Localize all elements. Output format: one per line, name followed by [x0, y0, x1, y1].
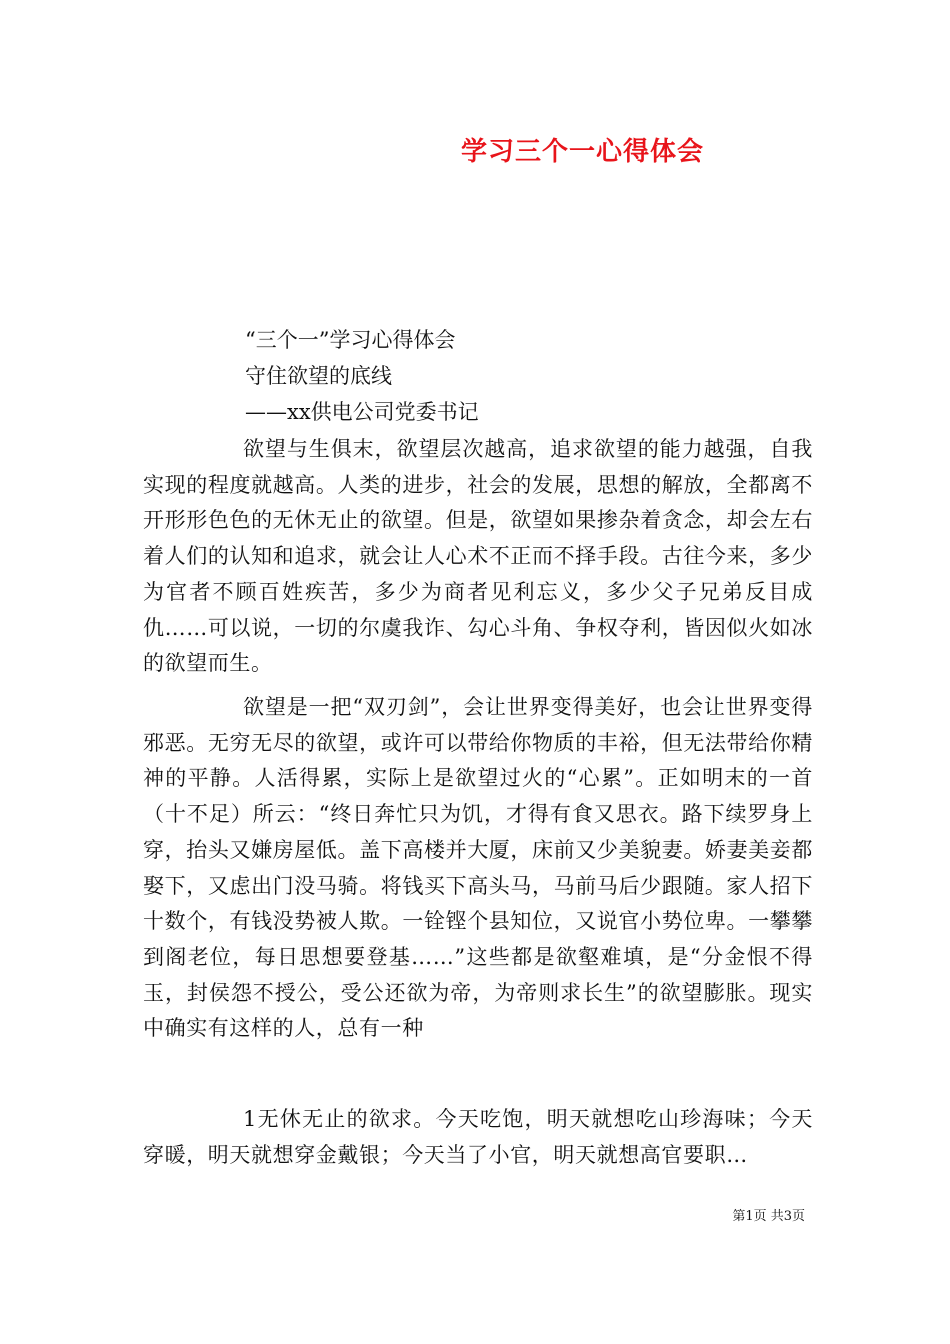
author-line: ——xx供电公司党委书记: [245, 400, 479, 424]
subtitle-line: “三个一”学习心得体会: [245, 328, 456, 352]
subtitle-line: 守住欲望的底线: [245, 364, 392, 388]
body-paragraph: 欲望与生俱末，欲望层次越高，追求欲望的能力越强，自我实现的程度就越高。人类的进步，社会的发展，思想的解放，全都离不开形形色色的无休无止的欲望。但是，欲望如果掺杂着贪念，却会左右着人们的认知和追求，就会让人心术不正而不择手段。古往今来，多少为官者不顾百姓疾苦，多少为商者见利忘义，多少父子兄弟反目成仇……可以说，一切的尔虞我诈、勾心斗角、争权夺利，皆因似火如冰的欲望而生。: [143, 437, 813, 676]
body-paragraph: 1无休无止的欲求。今天吃饱，明天就想吃山珍海味；今天穿暖，明天就想穿金戴银；今天当了小官，明天就想高官要职…: [143, 1107, 813, 1167]
body-paragraph: 欲望是一把“双刃剑”，会让世界变得美好，也会让世界变得邪恶。无穷无尽的欲望，或许可以带给你物质的丰裕，但无法带给你精神的平静。人活得累，实际上是欲望过火的“心累”。正如明末的一首（十不足）所云：“终日奔忙只为饥，才得有食又思衣。路下续罗身上穿，抬头又嫌房屋低。盖下高楼并大厦，床前又少美貌妻。娇妻美妾都娶下，又虑出门没马骑。将钱买下高头马，马前马后少跟随。家人招下十数个，有钱没势被人欺。一铨铿个县知位，又说官小势位卑。一攀攀到阁老位，每日思想要登基……”这些都是欲壑难填，是“分金恨不得玉，封侯怨不授公，受公还欲为帝，为帝则求长生”的欲望膨胀。现实中确实有这样的人，总有一种: [143, 695, 813, 1041]
page-number: 第1页 共3页: [732, 1209, 805, 1224]
document-title: 学习三个一心得体会: [460, 137, 704, 167]
